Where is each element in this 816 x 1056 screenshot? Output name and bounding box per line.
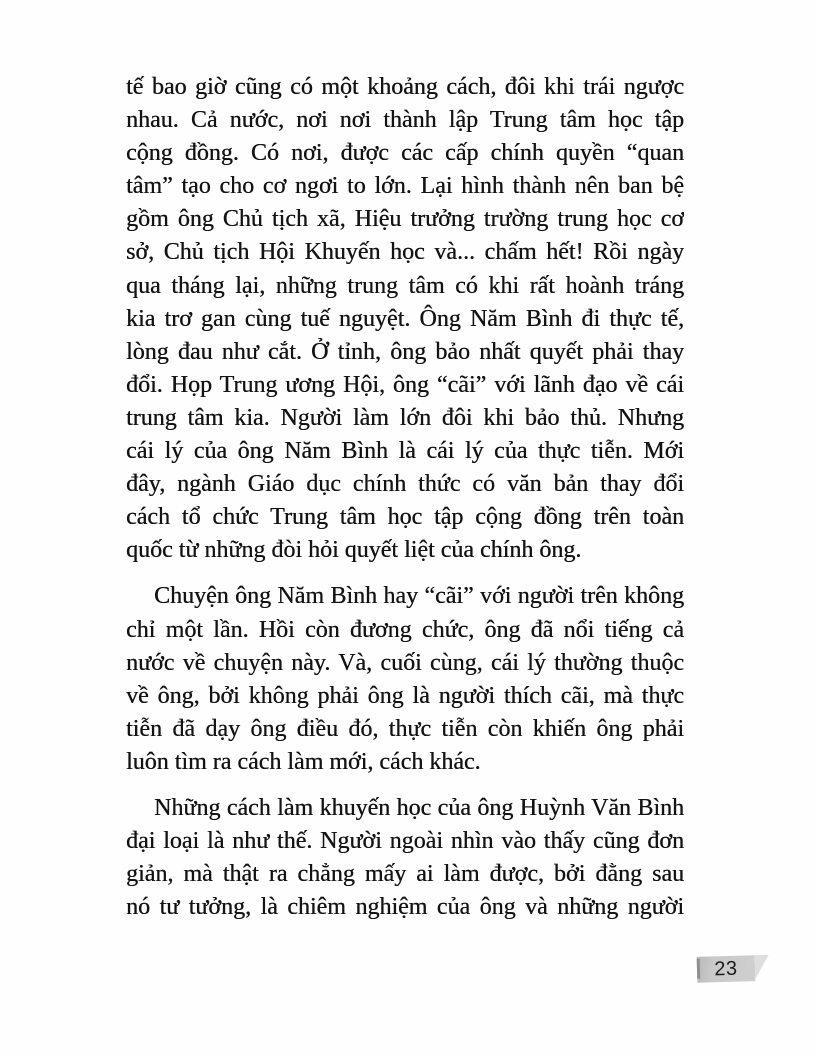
page-number: 23 [714, 957, 738, 980]
text-line: về ông, bởi không phải ông là người thích cãi, mà thực [126, 682, 684, 709]
text-block [126, 71, 684, 924]
text-line: nó tư tưởng, là chiêm nghiệm của ông và những người [126, 894, 684, 921]
text-line: gồm ông Chủ tịch xã, Hiệu trưởng trường trung học cơ [126, 206, 684, 233]
text-line: giản, mà thật ra chẳng mấy ai làm được, bởi đằng sau [126, 861, 684, 888]
text-line: tiễn đã dạy ông điều đó, thực tiễn còn khiến ông phải [126, 715, 684, 742]
text-line: sở, Chủ tịch Hội Khuyến học và... chấm hết! Rồi ngày [126, 239, 684, 266]
text-line: đại loại là như thế. Người ngoài nhìn vào thấy cũng đơn [126, 828, 684, 855]
text-line: cộng đồng. Có nơi, được các cấp chính quyền “quan [126, 140, 684, 167]
text-line: chỉ một lần. Hồi còn đương chức, ông đã nổi tiếng cả [126, 616, 684, 643]
text-line: luôn tìm ra cách làm mới, cách khác. [126, 748, 481, 775]
text-line: đổi. Họp Trung ương Hội, ông “cãi” với lãnh đạo về cái [126, 371, 684, 398]
text-line: tâm” tạo cho cơ ngơi to lớn. Lại hình thành nên ban bệ [126, 173, 684, 200]
text-line: đây, ngành Giáo dục chính thức có văn bản thay đổi [126, 471, 684, 498]
paragraph [126, 71, 684, 567]
text-line: lòng đau như cắt. Ở tỉnh, ông bảo nhất quyết phải thay [126, 338, 684, 365]
paragraph [126, 580, 684, 779]
text-line: nước về chuyện này. Và, cuối cùng, cái lý thường thuộc [126, 649, 684, 676]
text-line: cái lý của ông Năm Bình là cái lý của thực tiễn. Mới [126, 438, 684, 465]
text-line: quốc từ những đòi hỏi quyết liệt của chính ông. [126, 537, 582, 564]
text-line: qua tháng lại, những trung tâm có khi rất hoành tráng [126, 272, 684, 299]
text-line: kia trơ gan cùng tuế nguyệt. Ông Năm Bình đi thực tế, [126, 305, 684, 332]
page-number-tab [697, 955, 756, 983]
text-line: tế bao giờ cũng có một khoảng cách, đôi khi trái ngược [126, 74, 684, 100]
text-line: nhau. Cả nước, nơi nơi thành lập Trung tâm học tập [126, 107, 684, 134]
paragraph [126, 792, 684, 924]
text-line: Chuyện ông Năm Bình hay “cãi” với người trên không [154, 583, 684, 610]
text-line: Những cách làm khuyến học của ông Huỳnh Văn Bình [154, 794, 684, 821]
text-line: cách tổ chức Trung tâm học tập cộng đồng trên toàn [126, 504, 684, 531]
text-line: trung tâm kia. Người làm lớn đôi khi bảo thủ. Nhưng [126, 404, 684, 431]
